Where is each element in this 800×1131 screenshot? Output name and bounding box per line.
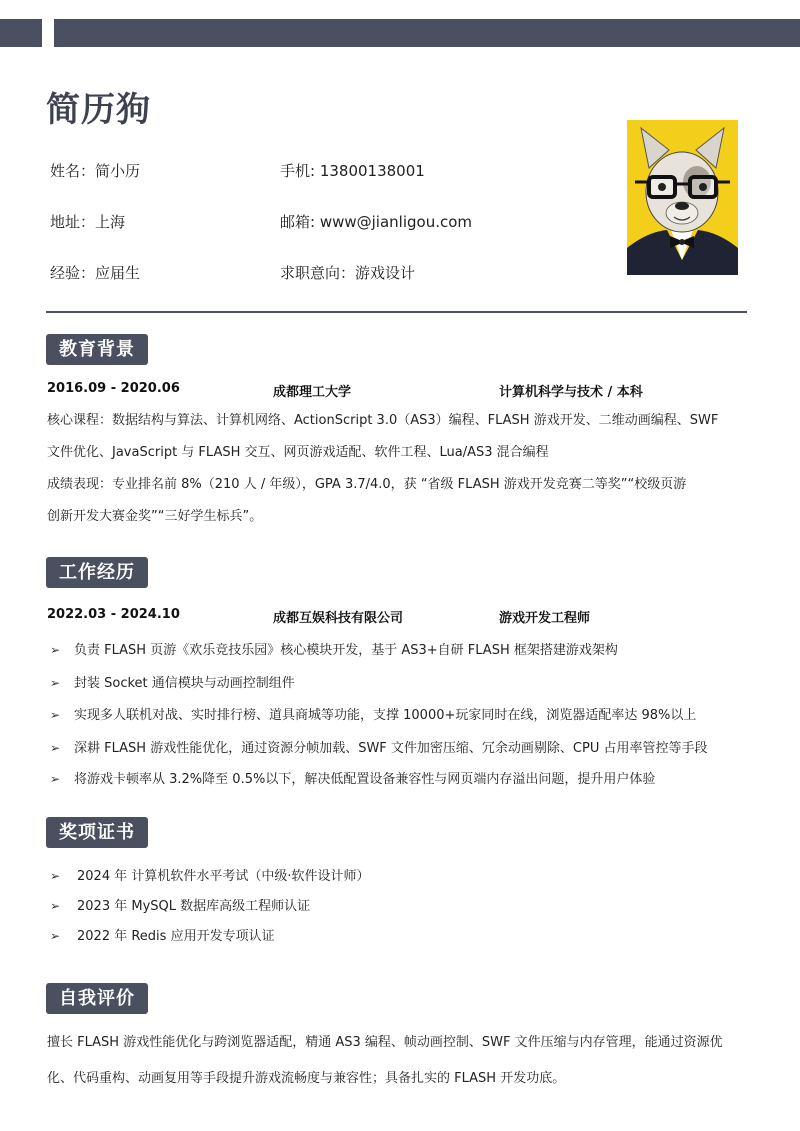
self-line-1: 擅长 FLASH 游戏性能优化与跨浏览器适配，精通 AS3 编程、帧动画控制、SWF 文件压缩与内存管理，能通过资源优 bbox=[47, 1035, 723, 1050]
name-label: 姓名： bbox=[50, 162, 96, 180]
award-item bbox=[50, 865, 369, 884]
bullet-arrow-icon: ➢ bbox=[50, 929, 61, 943]
self-section-title: 自我评价 bbox=[46, 983, 148, 1014]
self-evaluation-text bbox=[47, 1025, 737, 1097]
education-school: 成都理工大学 bbox=[273, 385, 352, 400]
brand-title: 简历狗 bbox=[46, 90, 151, 130]
bulldog-photo-icon bbox=[627, 120, 738, 275]
header-bar-left bbox=[0, 19, 42, 47]
name-field bbox=[50, 160, 140, 181]
education-major: 计算机科学与技术 / 本科 bbox=[499, 385, 643, 400]
work-item-text: 深耕 FLASH 游戏性能优化，通过资源分帧加载、SWF 文件加密压缩、冗余动画剔除、CPU 占用率管控等手段 bbox=[74, 741, 708, 756]
grades-line-2: 创新开发大赛金奖”“三好学生标兵”。 bbox=[47, 509, 263, 524]
bullet-arrow-icon: ➢ bbox=[50, 708, 61, 722]
self-line-2: 化、代码重构、动画复用等手段提升游戏流畅度与兼容性；具备扎实的 FLASH 开发功底。 bbox=[47, 1071, 566, 1086]
work-item bbox=[50, 672, 295, 691]
experience-label: 经验： bbox=[50, 264, 96, 282]
email-field bbox=[280, 211, 472, 232]
work-item-text: 负责 FLASH 页游《欢乐竞技乐园》核心模块开发，基于 AS3+自研 FLASH 框架搭建游戏架构 bbox=[74, 643, 618, 658]
address-label: 地址： bbox=[50, 213, 96, 231]
phone-field bbox=[280, 160, 425, 181]
address-field bbox=[50, 211, 125, 232]
header-bar-right bbox=[54, 19, 800, 47]
phone-label: 手机: bbox=[280, 162, 320, 180]
phone-value: 13800138001 bbox=[319, 162, 425, 180]
experience-field bbox=[50, 262, 140, 283]
award-item-text: 2024 年 计算机软件水平考试（中级·软件设计师） bbox=[77, 869, 370, 884]
work-item bbox=[50, 768, 655, 787]
grades-line-1: 成绩表现：专业排名前 8%（210 人 / 年级），GPA 3.7/4.0，获 “省级 FLASH 游戏开发竞赛二等奖”“校级页游 bbox=[47, 477, 687, 492]
award-item bbox=[50, 925, 275, 944]
work-position: 游戏开发工程师 bbox=[499, 611, 591, 626]
work-period: 2022.03 - 2024.10 bbox=[47, 607, 180, 622]
award-item-text: 2022 年 Redis 应用开发专项认证 bbox=[77, 929, 275, 944]
intent-value: 游戏设计 bbox=[355, 264, 416, 282]
profile-photo bbox=[627, 120, 738, 275]
award-item bbox=[50, 895, 310, 914]
bullet-arrow-icon: ➢ bbox=[50, 899, 61, 913]
work-company: 成都互娱科技有限公司 bbox=[273, 611, 404, 626]
work-item bbox=[50, 704, 696, 723]
work-item-text: 将游戏卡顿率从 3.2%降至 0.5%以下，解决低配置设备兼容性与网页端内存溢出问题，提升用户体验 bbox=[74, 772, 656, 787]
award-item-text: 2023 年 MySQL 数据库高级工程师认证 bbox=[77, 899, 311, 914]
courses-line-2: 文件优化、JavaScript 与 FLASH 交互、网页游戏适配、软件工程、Lua/AS3 混合编程 bbox=[47, 445, 549, 460]
work-item-text: 封装 Socket 通信模块与动画控制组件 bbox=[74, 676, 295, 691]
education-section-title: 教育背景 bbox=[46, 334, 148, 365]
work-item bbox=[50, 737, 707, 756]
bullet-arrow-icon: ➢ bbox=[50, 676, 61, 690]
bullet-arrow-icon: ➢ bbox=[50, 772, 61, 786]
work-section-title: 工作经历 bbox=[46, 557, 148, 588]
email-label: 邮箱: bbox=[280, 213, 320, 231]
work-item-text: 实现多人联机对战、实时排行榜、道具商城等功能，支撑 10000+玩家同时在线，浏览器适配率达 98%以上 bbox=[74, 708, 697, 723]
email-value: www@jianligou.com bbox=[319, 213, 473, 231]
bullet-arrow-icon: ➢ bbox=[50, 869, 61, 883]
intent-field bbox=[280, 262, 415, 283]
awards-section-title: 奖项证书 bbox=[46, 817, 148, 848]
experience-value: 应届生 bbox=[95, 264, 141, 282]
courses-line-1: 核心课程：数据结构与算法、计算机网络、ActionScript 3.0（AS3）编程、FLASH 游戏开发、二维动画编程、SWF bbox=[47, 413, 719, 428]
work-item bbox=[50, 639, 618, 658]
bullet-arrow-icon: ➢ bbox=[50, 643, 61, 657]
intent-label: 求职意向： bbox=[280, 264, 356, 282]
education-courses bbox=[47, 405, 737, 533]
header-divider bbox=[46, 311, 747, 313]
bullet-arrow-icon: ➢ bbox=[50, 741, 61, 755]
address-value: 上海 bbox=[95, 213, 126, 231]
education-period: 2016.09 - 2020.06 bbox=[47, 381, 180, 396]
name-value: 简小历 bbox=[95, 162, 141, 180]
